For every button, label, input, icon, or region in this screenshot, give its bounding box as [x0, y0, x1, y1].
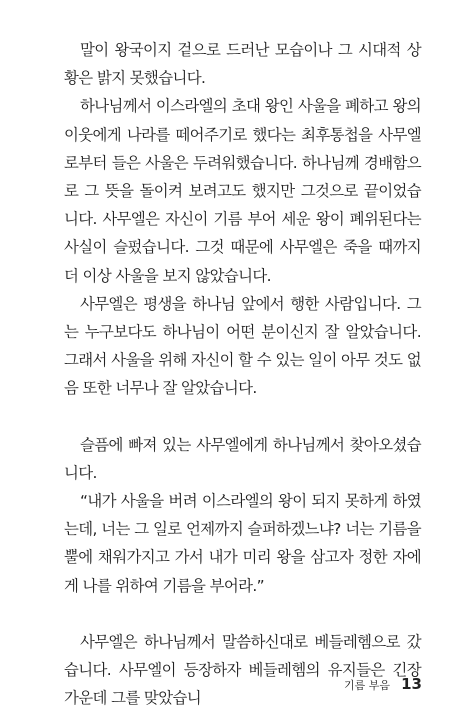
- paragraph-2: 하나님께서 이스라엘의 초대 왕인 사울을 폐하고 왕의 이웃에게 나라를 떼어주기로 했다는 최후통첩을 사무엘로부터 들은 사울은 두려워했습니다. 하나님께 경배함으로 그 뜻을 돌이켜 보려고도 했지만 그것으로 끝이었습니다. 사무엘은 자신이 기름 부어 세운 왕이 폐위된다는 사실이 슬펐습니다. 그것 때문에 사무엘은 죽을 때까지 더 이상 사울을 보지 않았습니다.: [64, 97, 421, 285]
- paragraph-6: 사무엘은 하나님께서 말씀하신대로 베들레헴으로 갔습니다. 사무엘이 등장하자 베들레헴의 유지들은 긴장 가운데 그를 맞았습니: [64, 632, 421, 708]
- running-title: 기름 부음: [344, 679, 391, 692]
- paragraph-3: 사무엘은 평생을 하나님 앞에서 행한 사람입니다. 그는 누구보다도 하나님이 어떤 분이신지 잘 알았습니다. 그래서 사울을 위해 자신이 할 수 있는 일이 아무 것도 없음 또한 너무나 잘 알았습니다.: [64, 294, 421, 398]
- page-footer: [344, 674, 422, 693]
- section-gap-1: [64, 403, 421, 431]
- paragraph-4: 슬픔에 빠져 있는 사무엘에게 하나님께서 찾아오셨습니다.: [64, 435, 421, 482]
- paragraph-1: 말이 왕국이지 겉으로 드러난 모습이나 그 시대적 상황은 밝지 못했습니다.: [64, 41, 421, 88]
- page-number: 13: [401, 675, 422, 693]
- paragraph-5-quote: “내가 사울을 버려 이스라엘의 왕이 되지 못하게 하였는데, 너는 그 일로 언제까지 슬퍼하겠느냐? 너는 기름을 뿔에 채워가지고 가서 내가 미리 왕을 삼고자 정한 자에게 나를 위하여 기름을 부어라.”: [64, 492, 421, 595]
- section-gap-2: [64, 600, 421, 628]
- body-text: [64, 36, 421, 712]
